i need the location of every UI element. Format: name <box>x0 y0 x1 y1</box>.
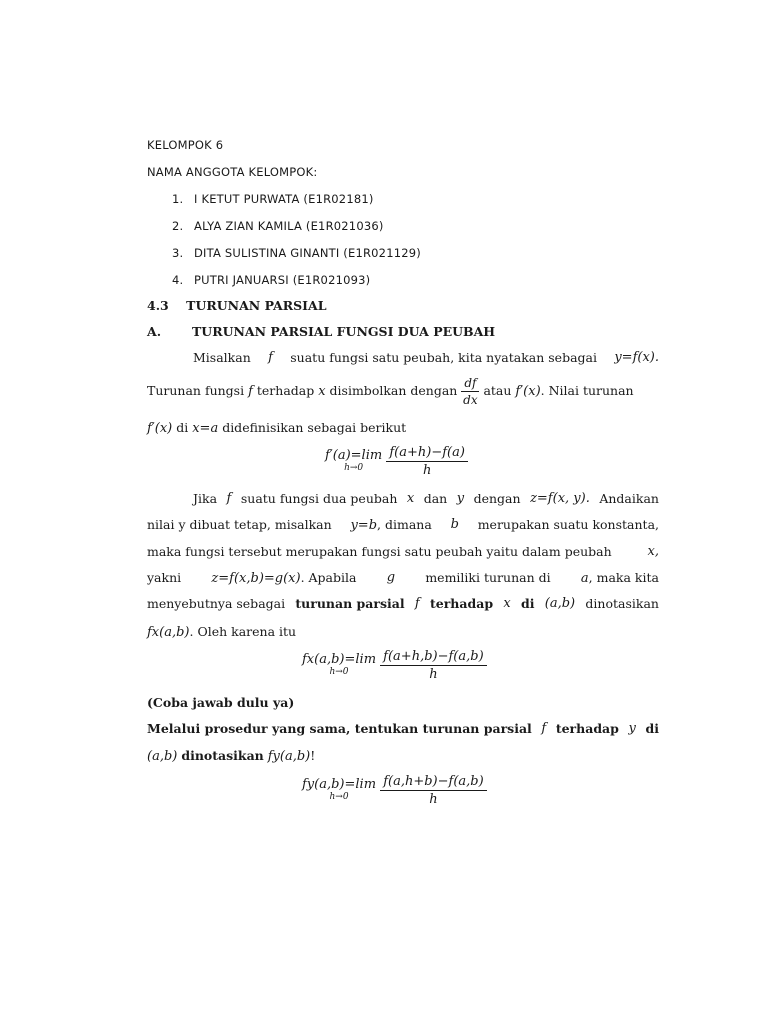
text-span: nilai y dibuat tetap, misalkan <box>147 517 332 532</box>
paragraph-line <box>193 350 659 365</box>
math-expression: (a,b) <box>147 749 178 764</box>
math-b: b <box>450 517 459 532</box>
text-span: disimbolkan dengan <box>329 383 458 398</box>
math-expression: x=a <box>192 421 219 436</box>
text-span: . Oleh karena itu <box>189 624 297 639</box>
math-expression: f′(x) <box>147 421 173 436</box>
list-item <box>172 246 421 260</box>
text-span: Misalkan <box>193 350 251 365</box>
limit-subscript: h→0 <box>329 791 349 802</box>
text-span: terhadap <box>256 383 315 398</box>
text-span: Andaikan <box>599 491 659 506</box>
limit <box>325 447 383 474</box>
section-number: 4.3 <box>147 298 169 313</box>
paragraph-line <box>147 570 659 586</box>
text-span: . Apabila <box>300 570 357 585</box>
member-name: DITA SULISTINA GINANTI (E1R021129) <box>194 246 421 260</box>
math-expression: (a,b) <box>544 596 576 611</box>
fraction-numerator: f(a+h)−f(a) <box>386 445 468 462</box>
bold-term: dinotasikan <box>181 748 264 763</box>
math-f: f <box>226 491 232 506</box>
subsection-title: TURUNAN PARSIAL FUNGSI DUA PEUBAH <box>192 324 496 339</box>
member-name: I KETUT PURWATA (E1R02181) <box>194 192 374 206</box>
list-item <box>172 219 384 233</box>
text-span: Melalui prosedur yang sama, tentukan turunan parsial <box>147 721 532 736</box>
list-number: 4. <box>172 273 184 287</box>
math-f: f <box>268 350 273 365</box>
math-x: x <box>406 491 415 506</box>
text-span: yakni <box>147 570 182 585</box>
fraction-denominator: h <box>429 667 438 682</box>
equation-fraction <box>386 445 468 478</box>
note-text: (Coba jawab dulu ya) <box>147 695 295 710</box>
paragraph-line <box>147 624 659 640</box>
math-x: x <box>503 596 511 611</box>
fraction-denominator: h <box>422 463 432 478</box>
list-item <box>172 273 370 287</box>
limit-subscript: h→0 <box>329 666 349 677</box>
subsection-heading <box>147 324 659 339</box>
limit <box>302 776 377 803</box>
equation-lhs: f′(a)=lim <box>325 447 383 463</box>
equation-derivative <box>325 445 468 478</box>
question-line <box>147 721 659 736</box>
math-expression: y=f(x). <box>614 350 659 365</box>
fraction-denominator: h <box>429 792 438 807</box>
section-title: TURUNAN PARSIAL <box>186 298 327 313</box>
text-span: merupakan suatu konstanta, <box>477 517 659 532</box>
text-span: atau <box>483 383 512 398</box>
fraction-denominator: dx <box>463 393 478 407</box>
paragraph-line <box>147 517 659 533</box>
paragraph-line <box>147 376 659 407</box>
text-span: di <box>645 721 659 736</box>
math-expression: z=f(x,b)=g(x) <box>211 571 301 586</box>
text-span: dengan <box>473 491 521 506</box>
fraction-numerator: f(a+h,b)−f(a,b) <box>380 649 486 666</box>
text-span: suatu fungsi satu peubah, kita nyatakan sebagai <box>290 350 597 365</box>
section-heading <box>147 298 659 313</box>
bold-term: terhadap <box>429 596 494 611</box>
text-span: dinotasikan <box>585 596 659 611</box>
equation-fraction <box>380 649 486 682</box>
subsection-letter: A. <box>147 324 162 339</box>
paragraph-line <box>147 596 659 611</box>
list-number: 1. <box>172 192 184 206</box>
math-f: f <box>414 596 420 611</box>
derivative-fraction <box>461 376 479 407</box>
paragraph-line <box>193 491 659 506</box>
text-span: ! <box>310 748 316 763</box>
fraction-numerator: df <box>461 376 479 392</box>
fraction-numerator: f(a,h+b)−f(a,b) <box>380 774 486 791</box>
limit <box>302 651 377 678</box>
paragraph-line <box>147 544 659 559</box>
bold-term: turunan parsial <box>295 596 405 611</box>
text-span: terhadap <box>555 721 619 736</box>
members-label: NAMA ANGGOTA KELOMPOK: <box>147 165 318 179</box>
math-a: a <box>580 571 589 586</box>
math-y: y <box>628 721 636 736</box>
equation-fraction <box>380 774 486 807</box>
text-span: , maka kita <box>588 570 659 585</box>
equation-partial-x <box>302 649 487 682</box>
math-g: g <box>386 570 396 585</box>
text-span: , dimana <box>377 517 432 532</box>
math-x: x <box>318 384 326 399</box>
equation-lhs: fy(a,b)=lim <box>302 776 377 792</box>
math-expression: fx(a,b) <box>147 625 190 640</box>
list-number: 2. <box>172 219 184 233</box>
math-expression: f′(x) <box>515 384 541 399</box>
math-f: f <box>248 384 253 399</box>
text-span: memiliki turunan di <box>425 570 551 585</box>
text-span: dan <box>423 491 448 506</box>
equation-partial-y <box>302 774 487 807</box>
text-span: didefinisikan sebagai berikut <box>222 420 407 435</box>
math-expression: z=f(x, y). <box>530 491 590 506</box>
paragraph-line <box>147 420 659 436</box>
group-title: KELOMPOK 6 <box>147 138 224 152</box>
bold-term: di <box>520 596 535 611</box>
math-y: y <box>456 491 465 506</box>
list-item <box>172 192 374 206</box>
math-expression: fy(a,b) <box>267 749 311 764</box>
text-span: suatu fungsi dua peubah <box>240 491 398 506</box>
math-expression: y=b <box>350 518 378 533</box>
limit-subscript: h→0 <box>344 462 364 473</box>
text-span: Turunan fungsi <box>147 383 245 398</box>
equation-lhs: fx(a,b)=lim <box>302 651 377 667</box>
text-span: Jika <box>193 491 218 506</box>
member-name: ALYA ZIAN KAMILA (E1R021036) <box>194 219 384 233</box>
math-x: x, <box>647 544 659 559</box>
text-span: di <box>176 420 189 435</box>
text-span: maka fungsi tersebut merupakan fungsi satu peubah yaitu dalam peubah <box>147 544 612 559</box>
question-line <box>147 748 659 764</box>
member-name: PUTRI JANUARSI (E1R021093) <box>194 273 371 287</box>
math-f: f <box>541 721 547 736</box>
text-span: menyebutnya sebagai <box>147 596 286 611</box>
text-span: . Nilai turunan <box>540 383 634 398</box>
list-number: 3. <box>172 246 184 260</box>
